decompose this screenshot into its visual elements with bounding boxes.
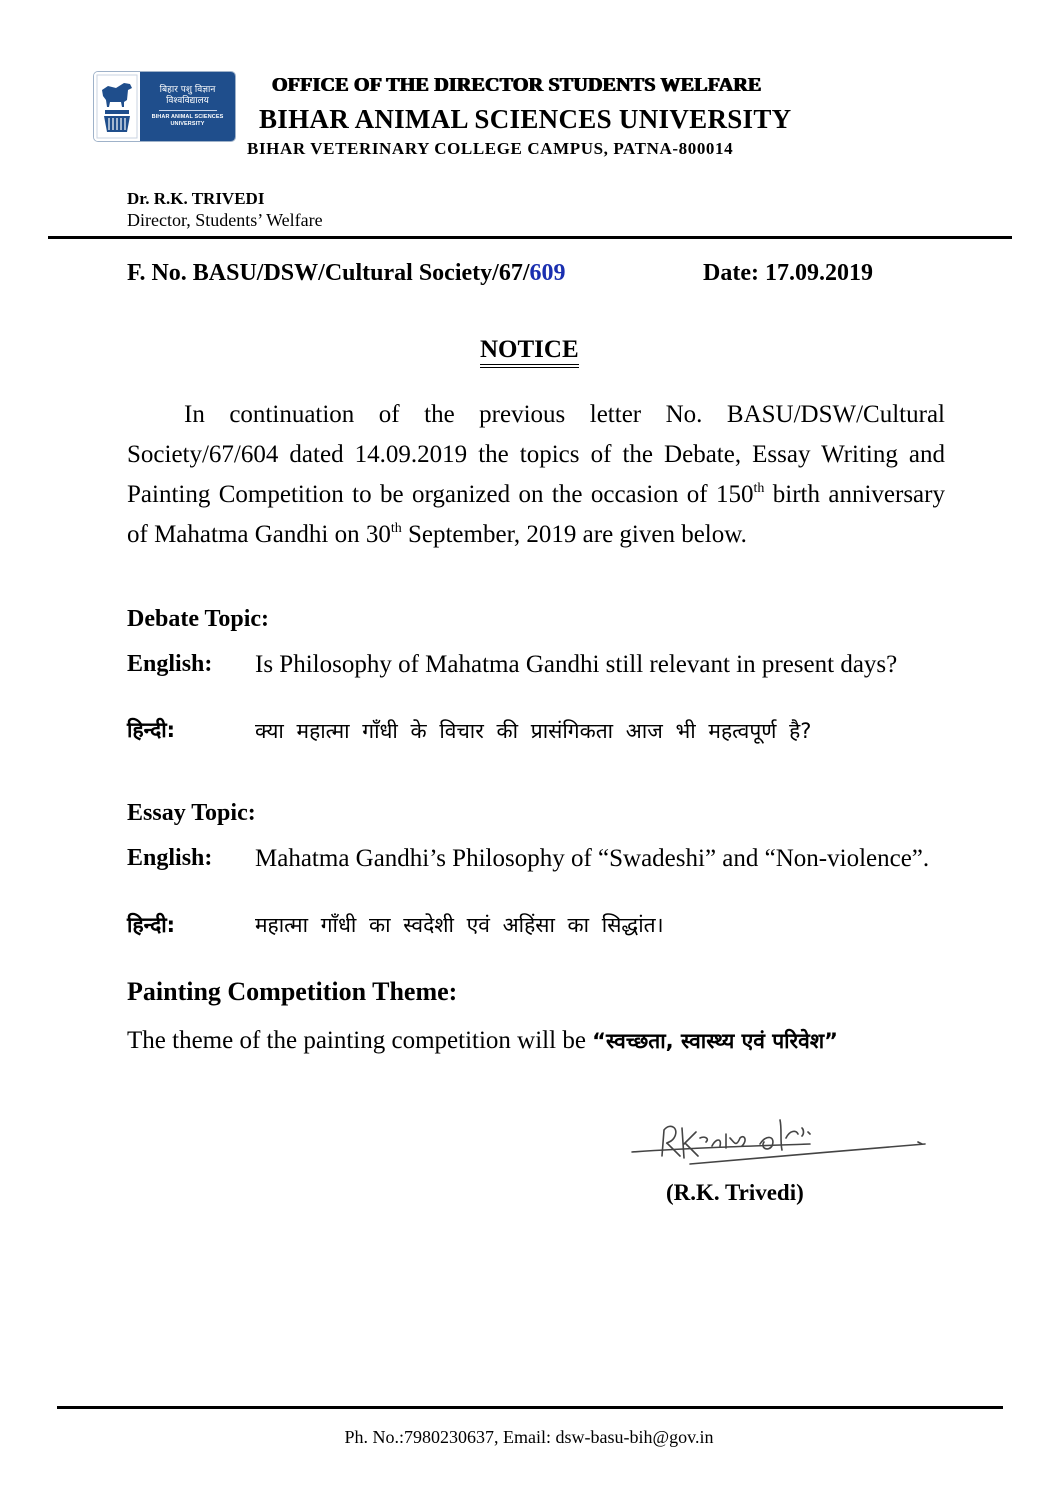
- ordinal-suffix-1: th: [753, 481, 765, 496]
- body-text-3: September, 2019 are given below.: [401, 521, 747, 548]
- handwritten-signature-icon: [630, 1108, 930, 1168]
- essay-hindi-text: महात्मा गाँधी का स्वदेशी एवं अहिंसा का सिद्धांत।: [255, 913, 664, 937]
- university-logo: [93, 71, 236, 142]
- office-title: OFFICE OF THE DIRECTOR STUDENTS WELFARE: [272, 74, 762, 96]
- painting-text: [127, 1023, 945, 1059]
- file-number-prefix: F. No. BASU/DSW/Cultural Society/67/: [127, 260, 530, 286]
- file-number-suffix: 609: [529, 260, 566, 286]
- logo-english-name-line2: UNIVERSITY: [170, 121, 205, 127]
- painting-text-body: The theme of the painting competition will be: [127, 1027, 593, 1054]
- ordinal-suffix-2: th: [390, 521, 402, 536]
- director-name: Dr. R.K. TRIVEDI: [127, 189, 265, 208]
- file-number: [127, 260, 565, 287]
- notice-date: Date: 17.09.2019: [703, 260, 873, 286]
- logo-english-name-line1: BIHAR ANIMAL SCIENCES: [151, 114, 224, 120]
- header-divider: [48, 236, 1012, 239]
- notice-body: [127, 395, 945, 555]
- painting-heading: Painting Competition Theme:: [127, 977, 458, 1006]
- logo-hindi-name: बिहार पशु विज्ञान विश्वविद्यालय: [159, 85, 216, 106]
- bull-emblem-icon: [94, 72, 140, 141]
- essay-english-label: English:: [127, 845, 213, 871]
- university-name: BIHAR ANIMAL SCIENCES UNIVERSITY: [259, 104, 792, 134]
- notice-title: NOTICE: [480, 336, 579, 368]
- essay-english-text: Mahatma Gandhi’s Philosophy of “Swadeshi” and “Non-violence”.: [255, 845, 930, 872]
- debate-hindi-label: हिन्दी:: [127, 718, 176, 742]
- campus-address: BIHAR VETERINARY COLLEGE CAMPUS, PATNA-800014: [247, 139, 734, 158]
- debate-heading: Debate Topic:: [127, 606, 270, 632]
- debate-english-text: Is Philosophy of Mahatma Gandhi still relevant in present days?: [255, 651, 898, 678]
- logo-panel: [140, 72, 235, 141]
- essay-hindi-label: हिन्दी:: [127, 913, 176, 937]
- body-text-2: birth anniversary of Mahatma Gandhi on 30: [127, 481, 945, 548]
- debate-english-label: English:: [127, 651, 213, 677]
- painting-theme: “स्वच्छता, स्वास्थ्य एवं परिवेश”: [592, 1029, 838, 1053]
- director-title: Director, Students’ Welfare: [127, 210, 323, 230]
- footer-contact: Ph. No.:7980230637, Email: dsw-basu-bih@gov.in: [344, 1427, 714, 1447]
- debate-hindi-text: क्या महात्मा गाँधी के विचार की प्रासंगिकता आज भी महत्वपूर्ण है?: [255, 719, 812, 743]
- essay-heading: Essay Topic:: [127, 800, 256, 826]
- body-text-1: In continuation of the previous letter No. BASU/DSW/Cultural Society/67/604 dated 14.09.2019 the topics of the Debate, Essay Writing and Painting Competition to be organized on the occasion of 150: [127, 401, 945, 508]
- logo-divider: [159, 110, 217, 111]
- footer-divider: [57, 1406, 1003, 1409]
- signer-name: (R.K. Trivedi): [666, 1180, 804, 1205]
